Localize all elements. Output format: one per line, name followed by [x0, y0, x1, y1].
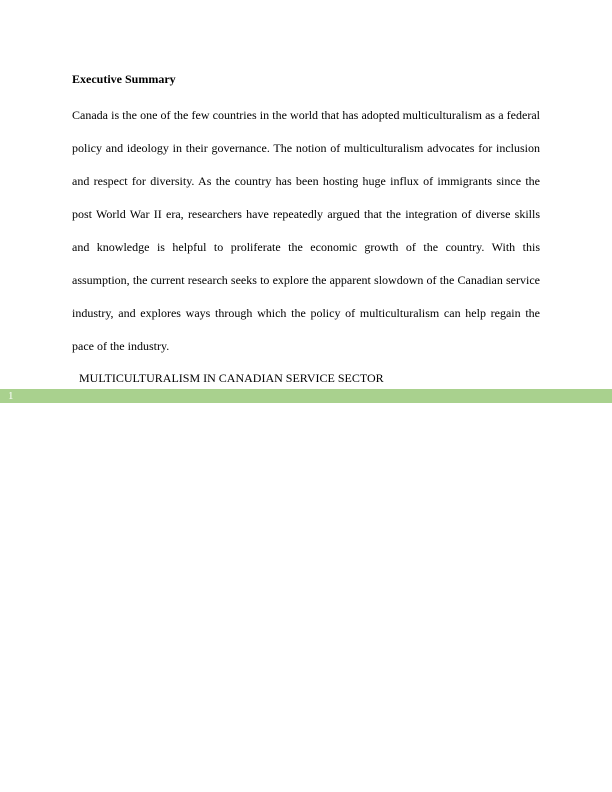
- running-head: MULTICULTURALISM IN CANADIAN SERVICE SECTOR: [79, 371, 384, 385]
- page-number: 1: [8, 390, 14, 402]
- section-heading: Executive Summary: [72, 72, 176, 86]
- summary-paragraph: Canada is the one of the few countries in the world that has adopted multiculturalism as a federal policy and ideology in their governance. The notion of multiculturalism advocates for inclusion and respect for diversity. As the country has been hosting huge influx of immigrants since the post World War II era, researchers have repeatedly argued that the integration of diverse skills and knowledge is helpful to proliferate the economic growth of the country. With this assumption, the current research seeks to explore the apparent slowdown of the Canadian service industry, and explores ways through which the policy of multiculturalism can help regain the pace of the industry.: [72, 108, 540, 353]
- page-number-bar: [0, 389, 612, 403]
